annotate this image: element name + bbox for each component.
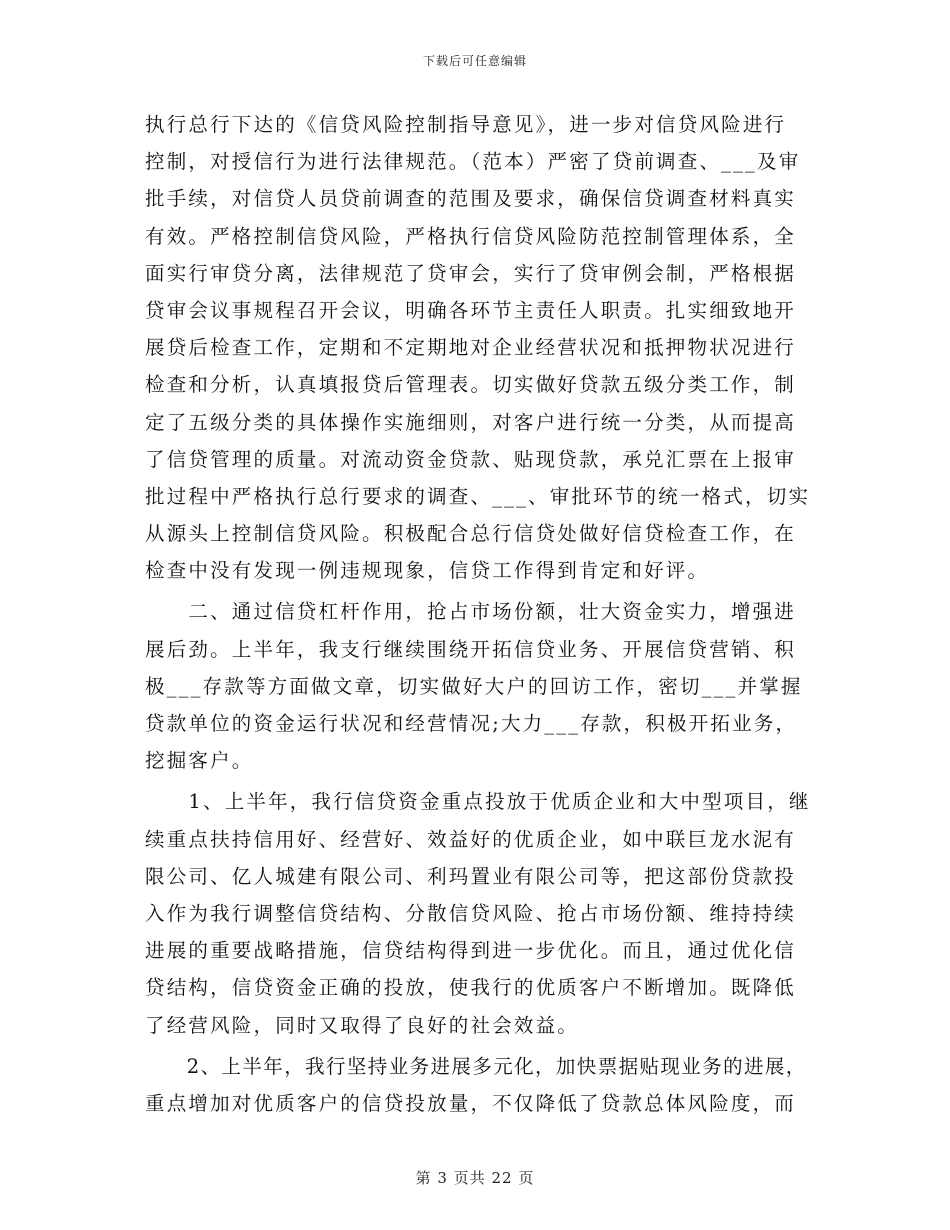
text-line: 极___存款等方面做文章，切实做好大户的回访工作，密切___并掌握	[145, 674, 803, 698]
text-line: 从源头上控制信贷风险。积极配合总行信贷处做好信贷检查工作，在	[145, 522, 797, 546]
paragraph-item-2	[145, 1048, 810, 1122]
text-line: 批过程中严格执行总行要求的调查、___、审批环节的统一格式，切实	[145, 484, 811, 508]
text-line: 续重点扶持信用好、经营好、效益好的优质企业，如中联巨龙水泥有	[145, 827, 797, 851]
text-line: 展贷后检查工作，定期和不定期地对企业经营状况和抵押物状况进行	[145, 336, 797, 360]
text-line: 有效。严格控制信贷风险，严格执行信贷风险防范控制管理体系，全	[145, 224, 797, 248]
page-header: 下载后可任意编辑	[422, 54, 527, 68]
paragraph-item-1	[145, 783, 810, 1043]
page-number: 第 3 页共 22 页	[415, 1169, 535, 1187]
text-line: 了信贷管理的质量。对流动资金贷款、贴现贷款，承兑汇票在上报审	[145, 447, 797, 471]
text-line: 定了五级分类的具体操作实施细则，对客户进行统一分类，从而提高	[145, 410, 797, 434]
text-line: 贷款单位的资金运行状况和经营情况;大力___存款，积极开拓业务，	[145, 712, 798, 735]
document-body	[145, 106, 810, 1122]
text-line: 贷审会议事规程召开会议，明确各环节主责任人职责。扎实细致地开	[145, 298, 797, 322]
text-line: 限公司、亿人城建有限公司、利玛置业有限公司等，把这部份贷款投	[145, 864, 797, 888]
text-line: 检查和分析，认真填报贷后管理表。切实做好贷款五级分类工作，制	[145, 373, 797, 397]
text-line: 2、上半年，我行坚持业务进展多元化，加快票据贴现业务的进展，	[145, 1054, 807, 1078]
text-line: 了经营风险，同时又取得了良好的社会效益。	[145, 1013, 580, 1037]
text-line: 1、上半年，我行信贷资金重点投放于优质企业和大中型项目，继	[145, 790, 811, 814]
text-line: 检查中没有发现一例违规现象，信贷工作得到肯定和好评。	[145, 559, 710, 583]
text-line: 二、通过信贷杠杆作用，抢占市场份额，壮大资金实力，增强进	[145, 600, 797, 624]
text-line: 执行总行下达的《信贷风险控制指导意见》，进一步对信贷风险进行	[145, 113, 787, 136]
text-line: 进展的重要战略措施，信贷结构得到进一步优化。而且，通过优化信	[145, 939, 797, 963]
text-line: 贷结构，信贷资金正确的投放，使我行的优质客户不断增加。既降低	[145, 976, 797, 1000]
text-line: 入作为我行调整信贷结构、分散信贷风险、抢占市场份额、维持持续	[145, 901, 797, 925]
text-line: 展后劲。上半年，我支行继续围绕开拓信贷业务、开展信贷营销、积	[145, 637, 797, 661]
paragraph-credit-leverage	[145, 593, 810, 779]
text-line: 批手续，对信贷人员贷前调查的范围及要求，确保信贷调查材料真实	[145, 187, 797, 211]
paragraph-risk-control	[145, 106, 810, 589]
text-line: 控制，对授信行为进行法律规范。（范本）严密了贷前调查、___及审	[145, 150, 801, 174]
text-line: 重点增加对优质客户的信贷投放量，不仅降低了贷款总体风险度，而	[145, 1091, 797, 1115]
text-line: 挖掘客户。	[145, 749, 254, 773]
text-line: 面实行审贷分离，法律规范了贷审会，实行了贷审例会制，严格根据	[145, 261, 797, 285]
